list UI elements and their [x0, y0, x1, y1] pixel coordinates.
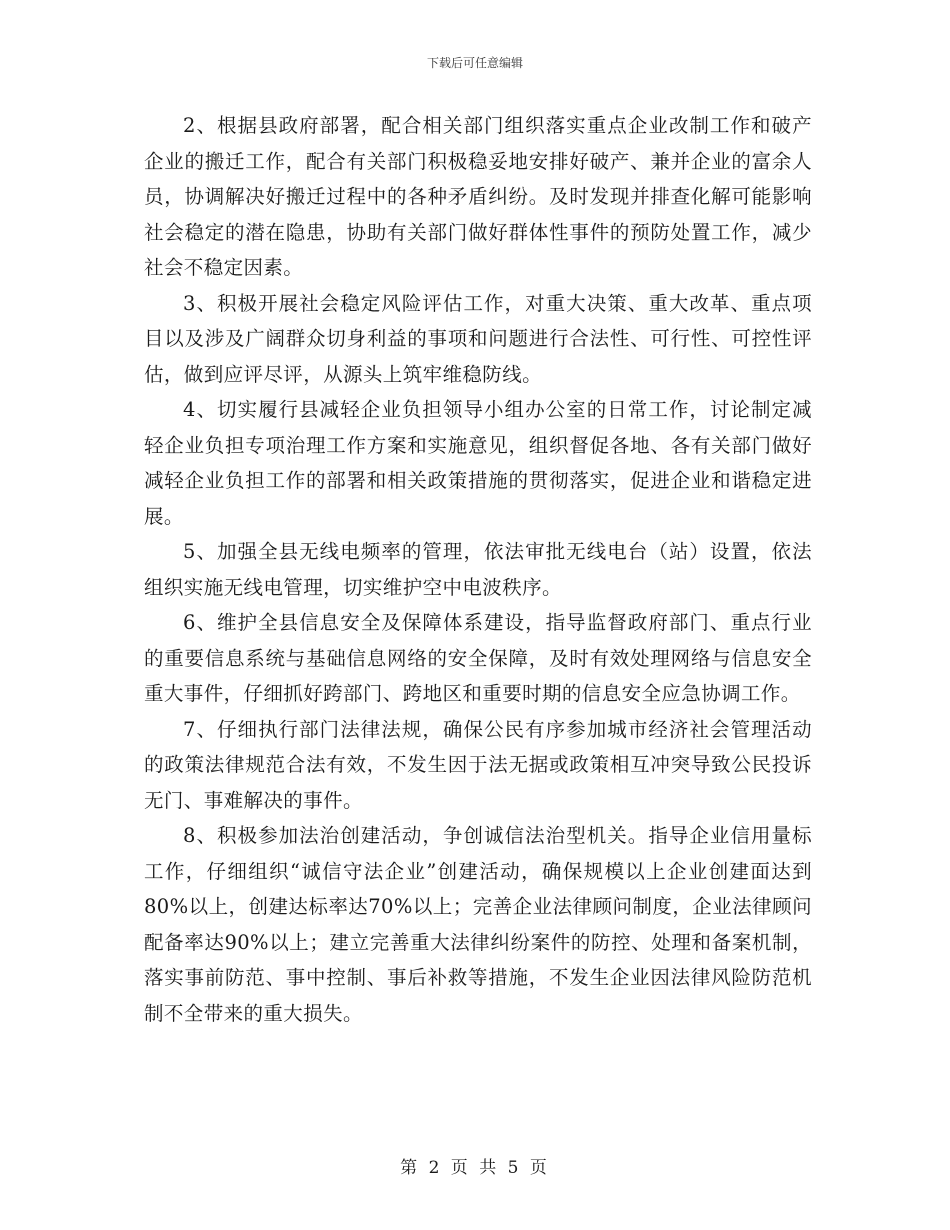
- paragraph-item-2: 2、根据县政府部署，配合相关部门组织落实重点企业改制工作和破产企业的搬迁工作，配合有关部门积极稳妥地安排好破产、兼并企业的富余人员，协调解决好搬迁过程中的各种矛盾纠纷。及时发现并排查化解可能影响社会稳定的潜在隐患，协助有关部门做好群体性事件的预防处置工作，减少社会不稳定因素。: [144, 114, 812, 279]
- paragraph-item-4: 4、切实履行县减轻企业负担领导小组办公室的日常工作，讨论制定减轻企业负担专项治理工作方案和实施意见，组织督促各地、各有关部门做好减轻企业负担工作的部署和相关政策措施的贯彻落实，促进企业和谐稳定进展。: [144, 398, 812, 528]
- page-number-footer: 第 2 页 共 5 页: [400, 1158, 550, 1178]
- paragraph-item-6: 6、维护全县信息安全及保障体系建设，指导监督政府部门、重点行业的重要信息系统与基础信息网络的安全保障，及时有效处理网络与信息安全重大事件，仔细抓好跨部门、跨地区和重要时期的信息安全应急协调工作。: [144, 611, 812, 705]
- paragraph-item-3: 3、积极开展社会稳定风险评估工作，对重大决策、重大改革、重点项目以及涉及广阔群众切身利益的事项和问题进行合法性、可行性、可控性评估，做到应评尽评，从源头上筑牢维稳防线。: [144, 291, 812, 386]
- paragraph-item-8: 8、积极参加法治创建活动，争创诚信法治型机关。指导企业信用量标工作，仔细组织“诚信守法企业”创建活动，确保规模以上企业创建面达到80%以上，创建达标率达70%以上；完善企业法律顾问制度，企业法律顾问配备率达90%以上；建立完善重大法律纠纷案件的防控、处理和备案机制，落实事前防范、事中控制、事后补救等措施，不发生企业因法律风险防范机制不全带来的重大损失。: [144, 824, 812, 1025]
- document-body: [144, 108, 812, 1031]
- paragraph-item-7: 7、仔细执行部门法律法规，确保公民有序参加城市经济社会管理活动的政策法律规范合法有效，不发生因于法无据或政策相互冲突导致公民投诉无门、事难解决的事件。: [144, 717, 812, 812]
- page-header: 下载后可任意编辑: [426, 56, 523, 70]
- paragraph-item-5: 5、加强全县无线电频率的管理，依法审批无线电台（站）设置，依法组织实施无线电管理，切实维护空中电波秩序。: [144, 540, 812, 599]
